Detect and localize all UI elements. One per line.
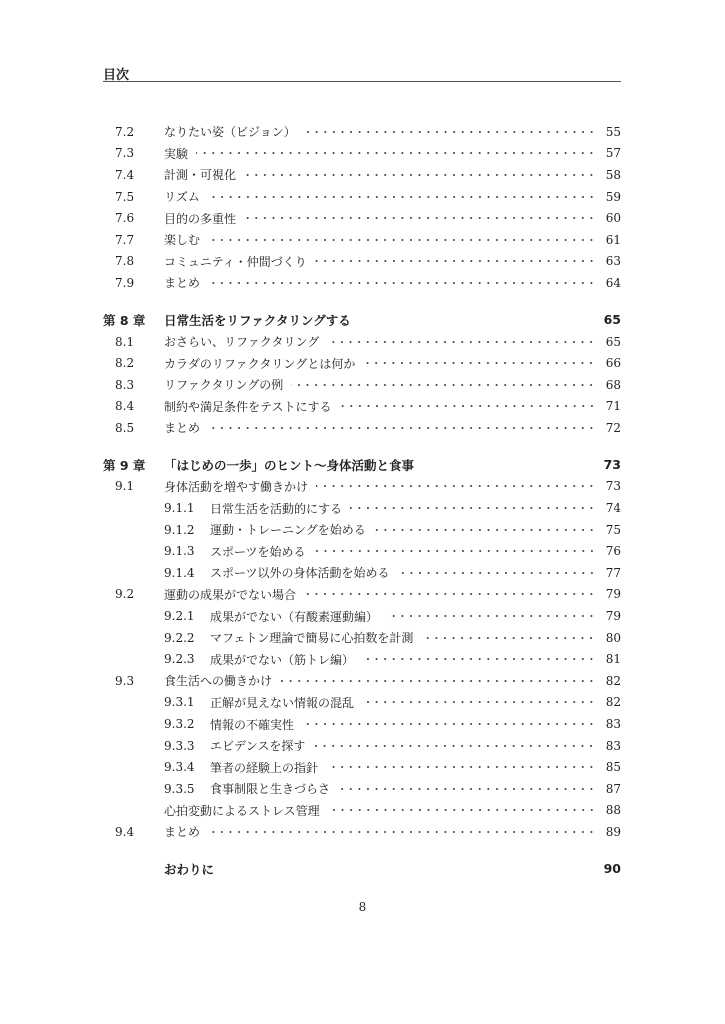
leader-dots <box>362 697 596 707</box>
entry-page: 60 <box>605 211 621 226</box>
entry-title: 楽しむ <box>164 233 201 248</box>
toc-entry-section[interactable] <box>103 396 621 418</box>
toc-entry-section[interactable] <box>103 186 621 208</box>
entry-title: 筆者の経験上の指針 <box>210 760 319 775</box>
leader-dots <box>328 805 596 815</box>
leader-dots <box>350 503 596 513</box>
entry-title: 身体活動を増やす働きかけ <box>164 479 309 494</box>
leader-dots <box>244 213 596 223</box>
entry-page: 55 <box>605 124 621 139</box>
leader-dots <box>196 148 596 158</box>
entry-title: まとめ <box>164 825 201 840</box>
entry-page: 79 <box>605 587 621 602</box>
entry-title: マフェトン理論で簡易に心拍数を計測 <box>210 631 414 646</box>
entry-title: 運動の成果がでない場合 <box>164 587 297 602</box>
running-header <box>103 64 621 82</box>
leader-dots <box>362 654 596 664</box>
entry-page: 73 <box>605 479 621 494</box>
entry-number: 8.5 <box>115 420 135 435</box>
entry-number: 第 9 章 <box>103 457 146 473</box>
entry-title: 日常生活をリファクタリングする <box>164 312 351 328</box>
entry-number: 7.9 <box>115 275 135 290</box>
toc-entry-subsection[interactable] <box>103 605 621 627</box>
toc-entry-section[interactable] <box>103 272 621 294</box>
entry-number: 7.7 <box>115 232 135 247</box>
entry-page: 89 <box>605 824 621 839</box>
toc-entry-subsection[interactable] <box>103 562 621 584</box>
leader-dots <box>340 401 596 411</box>
toc-entry-subsection[interactable] <box>103 735 621 757</box>
entry-number: 9.3.1 <box>164 695 195 710</box>
entry-title: コミュニティ・仲間づくり <box>164 254 307 269</box>
entry-number: 9.2.1 <box>164 609 195 624</box>
entry-title: 目的の多重性 <box>164 211 237 226</box>
entry-page: 77 <box>605 565 621 580</box>
entry-page: 90 <box>603 861 621 877</box>
entry-number: 7.5 <box>115 189 135 204</box>
toc-entry-section[interactable] <box>103 417 621 439</box>
toc-entry-section[interactable] <box>103 821 621 843</box>
entry-title: まとめ <box>164 276 201 291</box>
entry-page: 76 <box>605 544 621 559</box>
entry-page: 82 <box>605 673 621 688</box>
entry-page: 71 <box>605 399 621 414</box>
entry-title: 運動・トレーニングを始める <box>210 523 366 538</box>
entry-page: 82 <box>605 695 621 710</box>
entry-page: 57 <box>605 146 621 161</box>
leader-dots <box>386 611 596 621</box>
entry-number: 8.1 <box>115 334 135 349</box>
table-of-contents <box>103 121 621 880</box>
entry-page: 65 <box>605 334 621 349</box>
leader-dots <box>304 589 596 599</box>
toc-entry-subsection[interactable] <box>103 756 621 778</box>
toc-entry-section[interactable] <box>103 476 621 498</box>
entry-number: 7.2 <box>115 124 135 139</box>
leader-dots <box>338 784 596 794</box>
toc-entry-chapter[interactable] <box>103 309 621 331</box>
entry-number: 9.3.2 <box>164 717 195 732</box>
leader-dots <box>208 235 596 245</box>
entry-title: まとめ <box>164 421 201 436</box>
leader-dots <box>304 127 596 137</box>
leader-dots <box>208 192 596 202</box>
toc-entry-subsection[interactable] <box>103 778 621 800</box>
toc-entry-section[interactable] <box>103 229 621 251</box>
entry-number: 8.3 <box>115 377 135 392</box>
entry-number: 9.1.2 <box>164 522 195 537</box>
leader-dots <box>208 278 596 288</box>
toc-entry-section[interactable] <box>103 584 621 606</box>
leader-dots <box>315 256 596 266</box>
toc-entry-section[interactable] <box>103 670 621 692</box>
entry-title: スポーツを始める <box>210 544 306 559</box>
entry-number: 第 8 章 <box>103 312 146 328</box>
leader-dots <box>316 481 596 491</box>
entry-page: 73 <box>603 457 621 473</box>
toc-entry-section[interactable] <box>103 164 621 186</box>
entry-title: 日常生活を活動的にする <box>210 501 343 516</box>
entry-page: 75 <box>605 522 621 537</box>
toc-entry-subsection[interactable] <box>103 540 621 562</box>
entry-page: 63 <box>605 254 621 269</box>
entry-page: 68 <box>605 377 621 392</box>
entry-title: 情報の不確実性 <box>210 717 295 732</box>
toc-entry-section[interactable] <box>103 352 621 374</box>
entry-number: 9.1.1 <box>164 501 195 516</box>
entry-title: 成果がでない（筋トレ編） <box>210 652 355 667</box>
entry-number: 9.1 <box>115 479 135 494</box>
entry-title: エビデンスを探す <box>210 739 306 754</box>
leader-dots <box>327 337 595 347</box>
leader-dots <box>222 864 594 874</box>
leader-dots <box>244 170 596 180</box>
toc-entry-section[interactable] <box>103 251 621 273</box>
entry-number: 9.3.3 <box>164 738 195 753</box>
entry-title: 食生活への働きかけ <box>164 674 273 689</box>
entry-number: 9.4 <box>115 824 135 839</box>
entry-title: リズム <box>164 190 200 205</box>
toc-entry-section[interactable] <box>103 207 621 229</box>
leader-dots <box>313 741 595 751</box>
entry-title: おわりに <box>164 861 215 877</box>
entry-title: 制約や満足条件をテストにする <box>164 399 332 414</box>
entry-number: 9.2.3 <box>164 652 195 667</box>
entry-number: 9.1.4 <box>164 565 195 580</box>
leader-dots <box>374 525 596 535</box>
toc-entry-subsection[interactable] <box>103 648 621 670</box>
entry-page: 74 <box>605 501 621 516</box>
toc-entry-section[interactable] <box>103 374 621 396</box>
entry-page: 83 <box>605 738 621 753</box>
entry-number: 8.2 <box>115 356 135 371</box>
entry-number: 7.8 <box>115 254 135 269</box>
entry-title: 正解が見えない情報の混乱 <box>210 695 355 710</box>
entry-page: 85 <box>605 760 621 775</box>
leader-dots <box>302 719 596 729</box>
entry-number: 7.6 <box>115 211 135 226</box>
toc-entry-subsection[interactable] <box>103 519 621 541</box>
entry-number: 7.3 <box>115 146 135 161</box>
entry-title: 「はじめの一歩」のヒント〜身体活動と食事 <box>164 457 415 473</box>
entry-page: 64 <box>605 275 621 290</box>
leader-dots <box>314 546 596 556</box>
entry-page: 87 <box>605 781 621 796</box>
entry-page: 59 <box>605 189 621 204</box>
leader-dots <box>421 633 595 643</box>
leader-dots <box>359 315 594 325</box>
header-title: 目次 <box>103 68 130 83</box>
entry-page: 83 <box>605 717 621 732</box>
entry-page: 66 <box>605 356 621 371</box>
leader-dots <box>363 358 595 368</box>
leader-dots <box>208 423 596 433</box>
toc-entry-chapter[interactable] <box>103 454 621 476</box>
leader-dots <box>280 676 596 686</box>
entry-title: 心拍変動によるストレス管理 <box>164 803 320 818</box>
entry-page: 58 <box>605 167 621 182</box>
entry-page: 79 <box>605 609 621 624</box>
entry-title: なりたい姿（ビジョン） <box>164 125 296 140</box>
entry-number: 9.3.5 <box>164 781 195 796</box>
toc-entry-section[interactable] <box>103 143 621 165</box>
page-number: 8 <box>358 900 367 914</box>
toc-entry-subsection[interactable] <box>103 692 621 714</box>
entry-title: おさらい、リファクタリング <box>164 335 320 350</box>
entry-page: 61 <box>605 232 621 247</box>
entry-number: 9.3 <box>115 673 135 688</box>
entry-number: 7.4 <box>115 167 135 182</box>
entry-page: 81 <box>605 652 621 667</box>
leader-dots <box>326 762 596 772</box>
entry-number: 9.2 <box>115 587 135 602</box>
leader-dots <box>398 568 596 578</box>
entry-page: 88 <box>605 803 621 818</box>
entry-title: 成果がでない（有酸素運動編） <box>210 609 379 624</box>
entry-title: カラダのリファクタリングとは何か <box>164 356 356 371</box>
entry-number: 9.3.4 <box>164 760 195 775</box>
entry-title: スポーツ以外の身体活動を始める <box>210 566 390 581</box>
entry-number: 9.1.3 <box>164 544 195 559</box>
entry-page: 72 <box>605 420 621 435</box>
entry-title: リファクタリングの例 <box>164 378 284 393</box>
leader-dots <box>208 827 596 837</box>
entry-page: 80 <box>605 630 621 645</box>
leader-dots <box>291 380 595 390</box>
toc-entry-subsection[interactable] <box>103 713 621 735</box>
toc-entry-section[interactable] <box>103 121 621 143</box>
toc-entry-subsection[interactable] <box>103 497 621 519</box>
entry-number: 9.2.2 <box>164 630 195 645</box>
entry-page: 65 <box>603 312 621 328</box>
entry-title: 実験 <box>164 146 189 161</box>
entry-number: 8.4 <box>115 399 135 414</box>
toc-entry-unnumbered[interactable] <box>103 800 621 822</box>
entry-title: 食事制限と生きづらさ <box>210 782 331 797</box>
toc-entry-subsection[interactable] <box>103 627 621 649</box>
leader-dots <box>422 460 594 470</box>
toc-entry-chapter[interactable] <box>103 858 621 880</box>
entry-title: 計測・可視化 <box>164 168 237 183</box>
toc-entry-section[interactable] <box>103 331 621 353</box>
